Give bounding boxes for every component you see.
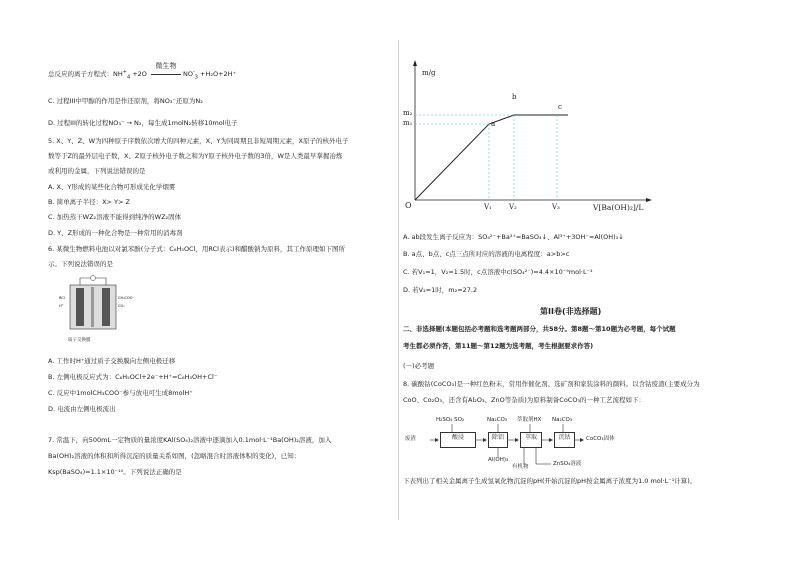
q7-option-a: A. ab段发生离子反应为：SO₄²⁻+Ba²⁺=BaSO₄↓、Al³⁺+3OH⁻=Al(OH)₃↓ (403, 233, 624, 241)
point-b-label: b (512, 93, 517, 101)
flow-input-na2co3-1: Na₂CO₃ (487, 417, 508, 423)
flow-input-extractant: 萃取剂HX (517, 417, 542, 423)
q7-option-d: D. 若V₂=1时，m₂=27.2 (403, 286, 478, 294)
y-tick-m2: m₂ (403, 109, 413, 117)
q5-option-a: A. X、Y形成的某些化合物可形成光化学烟雾 (48, 183, 176, 191)
required-questions-label: (一)必考题 (403, 362, 435, 370)
q8-line1: 8. 碳酸钴(CoCO₃)是一种红色粉末，常用作催化剂、选矿剂和家装涂料的颜料。以含钴废渣(主要成分为 (403, 380, 700, 388)
x-tick-v3: V₃ (552, 203, 560, 211)
option-d-part2: N₂，每生成1molN₂转移10mol电子 (134, 119, 238, 127)
svg-text:H⁺: H⁺ (59, 304, 64, 308)
eq-left-text: 总反应的离子方程式：NH (48, 70, 123, 79)
q5-option-b: B. 简单离子半径：X> Y> Z (48, 198, 130, 206)
q6-line1: 6. 某微生物燃料电池以对氯苯酚(分子式：C₆H₅OCl，用RCl表示)和醋酸钠为原料，其工作原理如下图所 (48, 245, 345, 253)
flow-step-acid-leach: 酸浸 (440, 432, 476, 448)
option-c-text: C. 过程III中甲醇的作用是作还原剂，将NO₃⁻还原为N₂ (48, 97, 203, 105)
eq-mid-text: +2O (130, 70, 147, 79)
q8-table-intro: 下表列出了相关金属离子生成氢氧化物沉淀的pH(开始沉淀的pH按金属离子浓度为1.0 mol·L⁻¹计算)。 (403, 477, 697, 485)
q7-line2: Ba(OH)₂溶液的体积和所得沉淀的质量关系如图，(忽略混合时溶液体积的变化)，已知： (48, 452, 301, 460)
q8-line2: CoO、Co₂O₃，还含有Al₂O₃、ZnO等杂质)为原料制备CoCO₃的一种工艺流程如下： (403, 396, 646, 404)
svg-text:CH₃COO⁻: CH₃COO⁻ (118, 296, 135, 300)
q5-line2: 数等于Z的最外层电子数，X、Z原子核外电子数之和为Y原子核外电子数的3倍，W是人类最早掌握冶炼 (48, 152, 343, 160)
x-tick-v1: V₁ (484, 203, 492, 211)
column-divider (398, 40, 399, 520)
q5-option-d: D. Y、Z形成的一种化合物是一种常用的消毒剂 (48, 229, 183, 237)
fuel-cell-figure (58, 275, 138, 335)
q6-option-d: D. 电流由左侧电极流出 (48, 405, 116, 413)
flow-output-znso4: ZnSO₄溶液 (553, 461, 582, 467)
option-d-line (48, 119, 238, 128)
svg-text:RCl: RCl (59, 296, 65, 300)
x-axis-label: V[Ba(OH)₂]/L (593, 203, 644, 212)
q7-option-b: B. a点、b点、c点三点所对应的溶液的电离程度：a>b>c (403, 250, 570, 258)
flow-step-remove-al: 除铝 (488, 432, 508, 448)
option-d-part1: D. 过程III的转化过程NO₃⁻ (48, 119, 125, 127)
q5-line3: 或利用的金属，下列说法错误的是 (48, 167, 146, 175)
flow-end-product: CoCO₃固体 (586, 436, 615, 442)
flow-output-organic: 有机物 (512, 464, 529, 470)
section-instructions-1: 二、非选择题(本题包括必考题和选考题两部分，共58分。第8题～第10题为必考题，每个试题 (403, 325, 676, 333)
q5-line1: 5. X、Y、Z、W为四种原子序数依次增大的四种元素，X、Y为同周期且非短周期元素，X原子的核外电子 (48, 137, 349, 145)
x-tick-v2: V₂ (509, 203, 517, 211)
membrane-label: 质子交换膜 (68, 338, 91, 343)
y-tick-m1: m₁ (403, 119, 413, 127)
q6-line2: 示。下列说法错误的是 (48, 260, 113, 268)
eq-product: NO (182, 70, 193, 79)
precipitate-graph (400, 55, 660, 220)
q7-line3: Ksp(BaSO₄)=1.1×10⁻¹⁰。下列说法正确的是 (48, 468, 182, 476)
q7-line1: 7. 常温下，向500mL一定物质的量浓度KAl(SO₄)₂溶液中逐滴加入0.1mol·L⁻¹Ba(OH)₂溶液，加入 (48, 436, 332, 444)
eq-tail: +H₂O+2H⁺ (197, 70, 236, 79)
origin-label: O (405, 201, 412, 210)
q6-option-b: B. 左侧电极反应式为：C₆H₅OCl+2e⁻+H⁺=C₆H₅OH+Cl⁻ (48, 373, 218, 381)
arrow-right-icon: → (126, 119, 132, 127)
section-instructions-2: 考生都必须作答，第11题～第12题为选考题，考生根据要求作答) (403, 342, 594, 350)
svg-text:CO₂: CO₂ (118, 304, 125, 308)
flow-step-precipitate: 沉钴 (554, 432, 575, 448)
process-flowchart (400, 410, 660, 472)
flow-input-acid: H₂SO₄ SO₂ (436, 417, 465, 423)
point-c-label: c (558, 103, 562, 111)
q5-option-c: C. 加热蒸干WZ₂溶液不能得到纯净的WZ₂固体 (48, 213, 182, 221)
eq-arrow (151, 74, 181, 75)
flow-input-na2co3-2: Na₂CO₃ (552, 417, 573, 423)
total-ion-equation: 总反应的离子方程式：$NH^+_4 +2O$ 微生物 $NO^-_3 +H_2O+2H^+$ (48, 62, 236, 81)
q6-option-c: C. 反应中1molCH₃COO⁻参与放电可生成8molH⁺ (48, 389, 193, 397)
y-axis-label: m/g (422, 69, 436, 77)
q7-option-c: C. 若V₁=1，V₂=1.5时，c点溶液中c(SO₄²⁻)=4.4×10⁻⁹mol·L⁻¹ (403, 268, 593, 276)
section-title: 第II卷(非选择题) (540, 307, 602, 316)
flow-step-extract: 萃取 (520, 432, 542, 448)
flow-output-aloh3: Al(OH)₃ (488, 457, 509, 463)
eq-condition: 微生物 (155, 62, 177, 71)
q6-option-a: A. 工作时H⁺通过质子交换膜向左侧电极迁移 (48, 357, 176, 365)
point-a-label: a (491, 120, 496, 128)
flow-start: 废渣 (405, 436, 417, 442)
